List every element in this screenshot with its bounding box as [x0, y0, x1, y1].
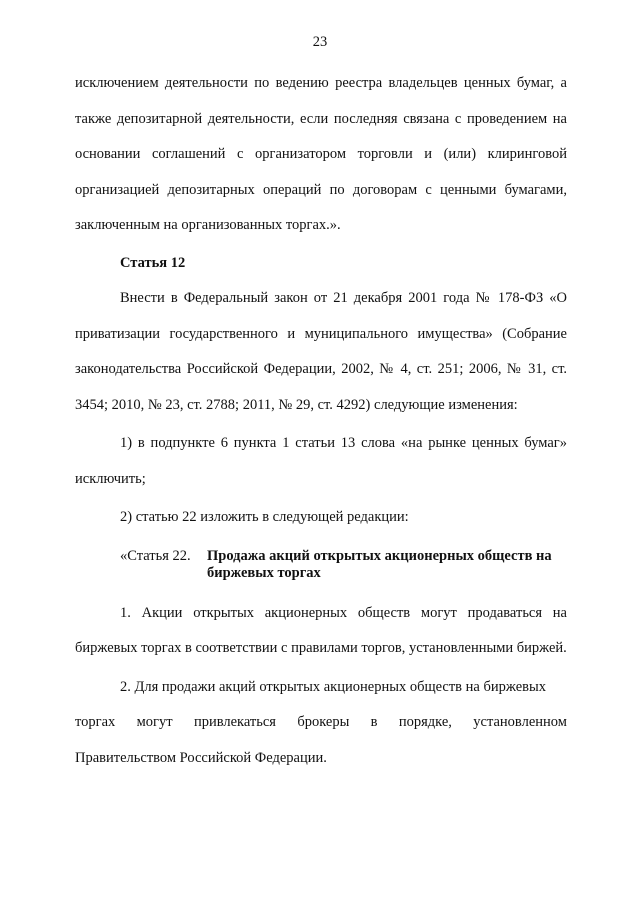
paragraph-amendment-intro: Внести в Федеральный закон от 21 декабря 2001 года № 178-ФЗ «О приватизации государственного и муниципального имущества» (Собрание законодательства Российской Федерации, 2002, № 4, ст. 251; 2006, № 31, ст. 3454; 2010, № 23, ст. 2788; 2011, № 29, ст. 4292) следующие изменения:: [75, 290, 567, 413]
paragraph-line: Правительством Российской Федерации.: [75, 749, 327, 766]
paragraph-line: 2. Для продажи акций открытых акционерных обществ на биржевых: [120, 678, 546, 695]
article-12-heading: Статья 12: [120, 254, 186, 271]
word: установленном: [473, 714, 567, 730]
word: порядке,: [398, 714, 452, 730]
paragraph-item-1: 1) в подпункте 6 пункта 1 статьи 13 слова «на рынке ценных бумаг» исключить;: [75, 435, 567, 487]
paragraph-item-2: 2) статью 22 изложить в следующей редакции:: [120, 509, 409, 525]
word: торгах: [75, 714, 116, 730]
paragraph-line-spread: [75, 705, 567, 741]
page-number: 23: [312, 34, 328, 50]
word: привлекаться: [193, 714, 276, 730]
paragraph-article-22-part-1: 1. Акции открытых акционерных обществ могут продаваться на биржевых торгах в соответствии с правилами торгов, установленными биржей.: [75, 604, 567, 656]
document-body: [75, 66, 567, 776]
article-22-title: [75, 536, 567, 596]
word: могут: [136, 714, 173, 730]
paragraph-continuation: исключением деятельности по ведению реестра владельцев ценных бумаг, а также депозитарной деятельности, если последняя связана с проведением на основании соглашений с организатором торговли и (или) клиринговой организацией депозитарных операций по договорам с ценными бумагами, заключенным на организованных торгах.».: [75, 75, 567, 233]
article-22-name: Продажа акций открытых акционерных обществ на биржевых торгах: [207, 547, 552, 581]
article-22-label: «Статья 22.: [120, 547, 191, 564]
paragraph-article-22-part-2: [75, 670, 567, 777]
word: в: [370, 714, 378, 730]
word: брокеры: [297, 714, 350, 730]
